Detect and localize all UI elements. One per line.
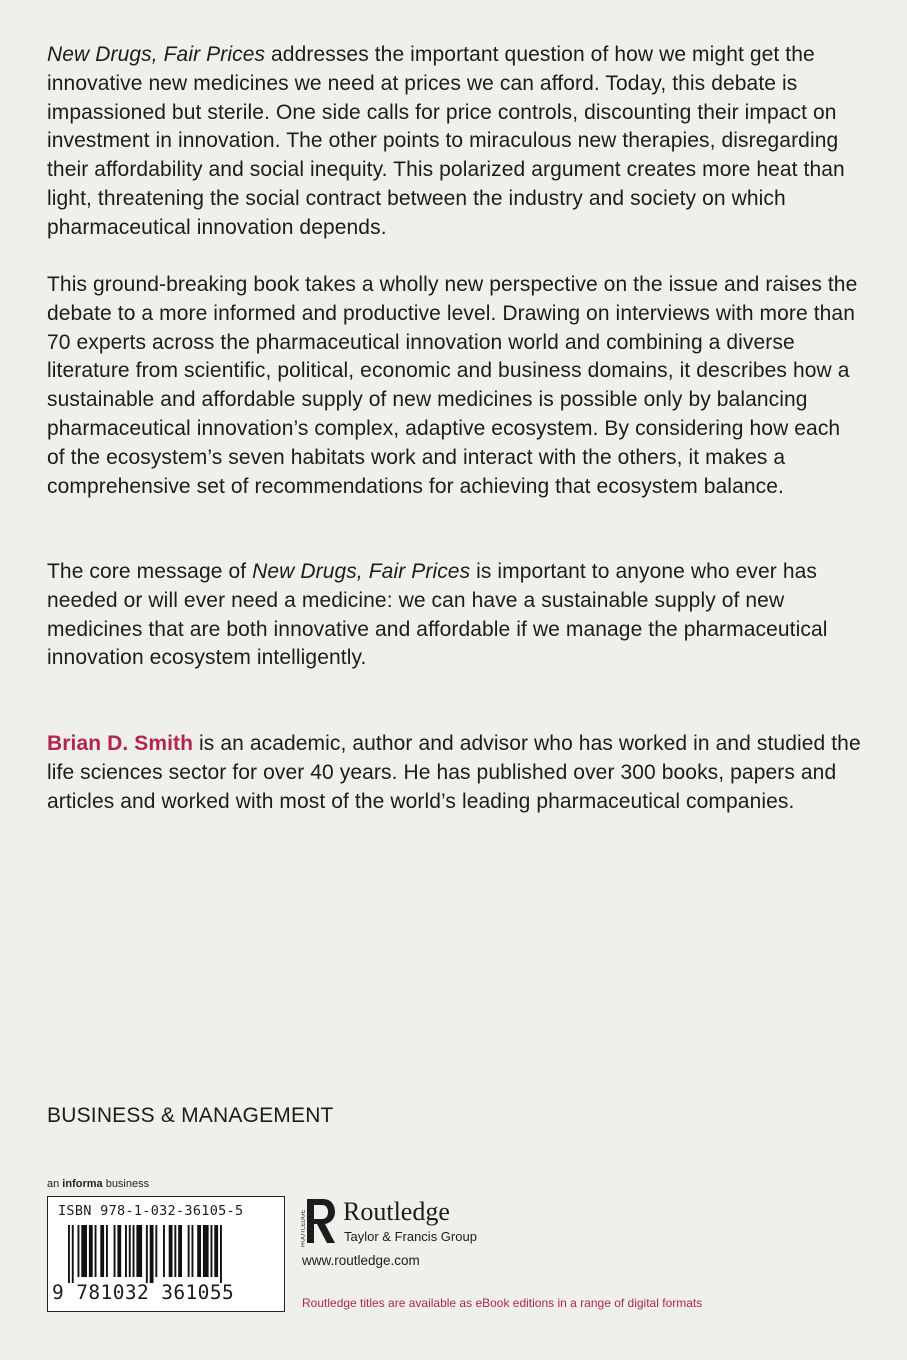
publisher-group: Taylor & Francis Group	[344, 1229, 477, 1244]
subject-category: BUSINESS & MANAGEMENT	[47, 1104, 334, 1127]
blurb-text-1: addresses the important question of how we might get the innovative new medicines we need at prices we can afford. Today, this debate is impassioned but sterile. One side calls for price controls, discounting their impact on investment in innovation. The other points to miraculous new therapies, disregarding their affordability and social inequity. This polarized argument creates more heat than light, threatening the social contract between the industry and society on which pharmaceutical innovation depends.	[47, 43, 845, 239]
author-name: Brian D. Smith	[47, 732, 194, 755]
barcode-bars-icon	[68, 1225, 268, 1283]
ebook-availability-note: Routledge titles are available as eBook editions in a range of digital formats	[302, 1296, 703, 1310]
informa-business-tag	[47, 1178, 149, 1190]
publisher-name: Routledge	[343, 1197, 450, 1226]
isbn-barcode	[47, 1196, 285, 1312]
routledge-logo-vertical-text: ROUTLEDGE	[301, 1209, 307, 1247]
book-title-italic: New Drugs, Fair Prices	[252, 560, 471, 583]
blurb-text-3b: is important to anyone who ever has needed or will ever need a medicine: we can have a sustainable supply of new medicines that are both innovative and affordable if we manage the pharmaceutical innovation ecosystem intelligently.	[47, 560, 828, 670]
informa-brand: informa	[62, 1178, 103, 1190]
blurb-text-3a: The core message of	[47, 560, 253, 583]
isbn-number: ISBN 978-1-032-36105-5	[58, 1203, 244, 1219]
informa-prefix: an	[47, 1178, 63, 1190]
blurb-paragraph-1	[47, 41, 862, 243]
blurb-paragraph-3	[47, 558, 862, 673]
author-bio-text: is an academic, author and advisor who has worked in and studied the life sciences sector for over 40 years. He has published over 300 books, papers and articles and worked with most of the world’s leading pharmaceutical companies.	[47, 732, 861, 813]
book-title-italic: New Drugs, Fair Prices	[47, 43, 266, 66]
author-bio	[47, 730, 862, 816]
blurb-paragraph-2: This ground-breaking book takes a wholly new perspective on the issue and raises the debate to a more informed and productive level. Drawing on interviews with more than 70 experts across the pharmaceutical innovation world and combining a diverse literature from scientific, political, economic and business domains, it describes how a sustainable and affordable supply of new medicines is possible only by balancing pharmaceutical innovation’s complex, adaptive ecosystem. By considering how each of the ecosystem’s seven habitats work and interact with the others, it makes a comprehensive set of recommendations for achieving that ecosystem balance.	[47, 273, 858, 498]
publisher-website[interactable]: www.routledge.com	[302, 1253, 420, 1268]
routledge-logo-icon	[301, 1197, 337, 1249]
ean-number: 9 781032 361055	[52, 1281, 235, 1304]
informa-suffix: business	[102, 1178, 150, 1190]
